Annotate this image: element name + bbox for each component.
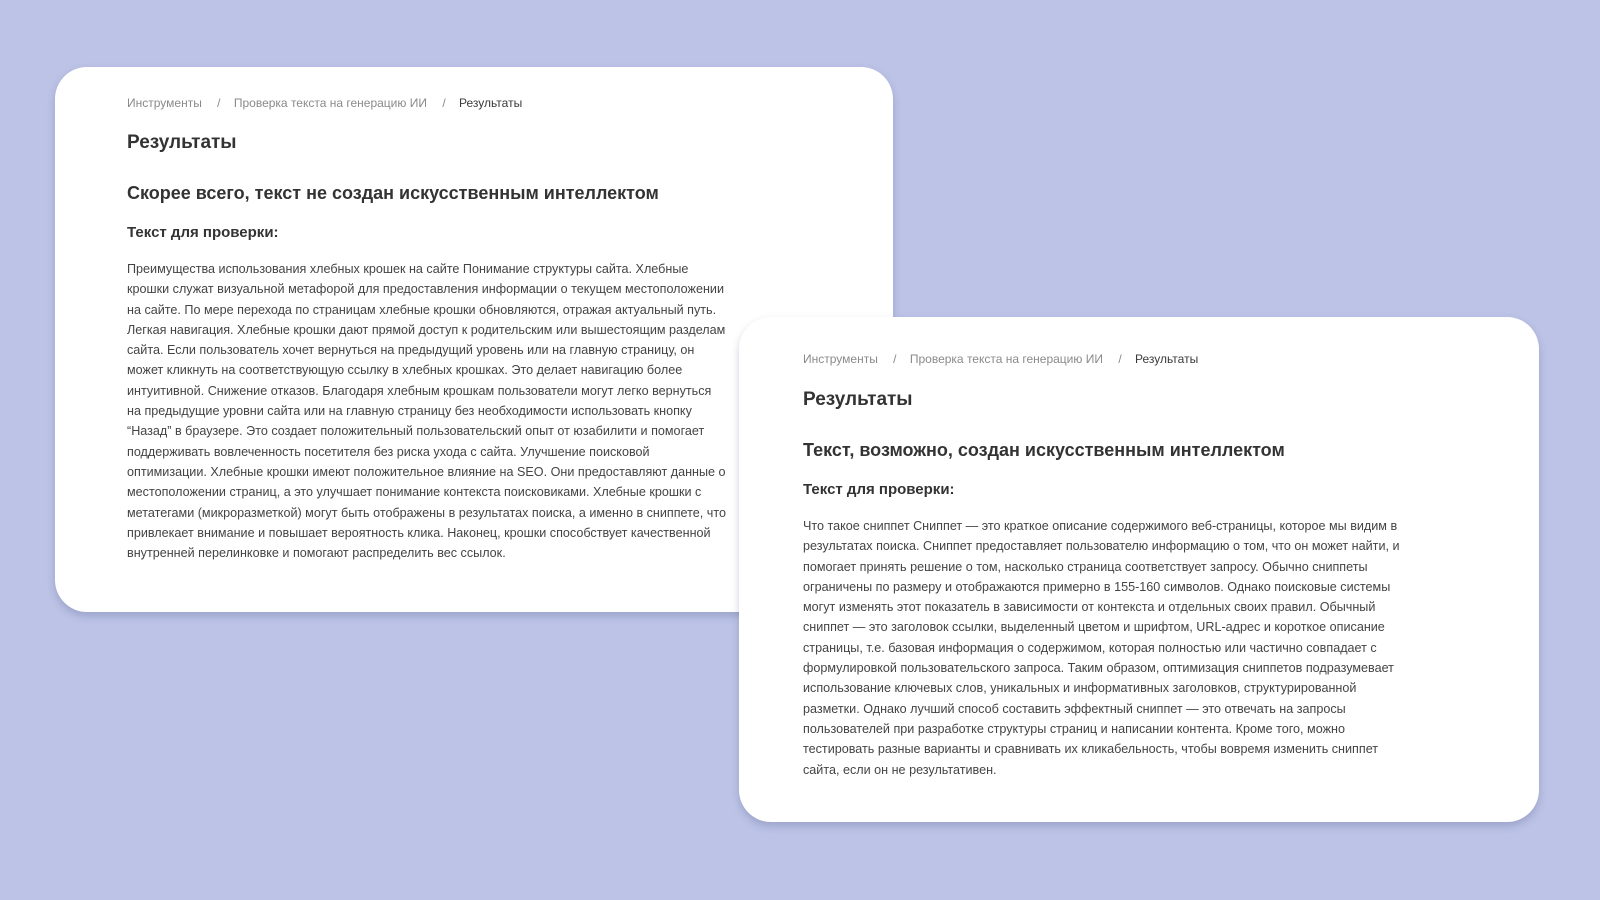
page-title: Результаты (803, 389, 913, 410)
page-title: Результаты (127, 132, 237, 153)
breadcrumb-link-ai-check[interactable]: Проверка текста на генерацию ИИ (233, 96, 427, 110)
result-card-possibly-ai (739, 317, 1539, 822)
breadcrumb-link-ai-check[interactable]: Проверка текста на генерацию ИИ (909, 352, 1103, 366)
breadcrumb-current: Результаты (1135, 352, 1199, 366)
breadcrumb-separator: / (893, 352, 897, 366)
breadcrumb-current: Результаты (459, 96, 523, 110)
breadcrumb-link-tools[interactable]: Инструменты (127, 96, 202, 110)
verdict-heading: Текст, возможно, создан искусственным интеллектом (803, 440, 1285, 460)
text-label: Текст для проверки: (803, 481, 955, 498)
breadcrumb-separator: / (217, 96, 221, 110)
breadcrumb-separator: / (442, 96, 446, 110)
breadcrumb-link-tools[interactable]: Инструменты (803, 352, 878, 366)
checked-text: Преимущества использования хлебных крошек на сайте Понимание структуры сайта. Хлебные крошки служат визуальной метафорой для предоставления информации о текущем местоположении на сайте. По мере перехода по страницам хлебные крошки обновляются, отражая актуальный путь. Легкая навигация. Хлебные крошки дают прямой доступ к родительским или вышестоящим разделам сайта. Если пользователь хочет вернуться на предыдущий уровень или на главную страницу, он может кликнуть на соответствующую ссылку в хлебных крошках. Это делает навигацию более интуитивной. Снижение отказов. Благодаря хлебным крошкам пользователи могут легко вернуться на предыдущие уровни сайта или на главную страницу без необходимости использовать кнопку “Назад” в браузере. Это создает положительный пользовательский опыт от юзабилити и помогает поддерживать вовлеченность посетителя без риска ухода с сайта. Улучшение поисковой оптимизации. Хлебные крошки имеют положительное влияние на SEO. Они предоставляют данные о местоположении страниц, а это улучшает понимание контекста поисковиками. Хлебные крошки с метатегами (микроразметкой) могут быть отображены в результатах поиска, а именно в сниппете, что привлекает внимание и повышает вероятность клика. Наконец, крошки способствует качественной внутренней перелинковке и помогают распределить вес ссылок. (127, 262, 726, 561)
verdict-heading: Скорее всего, текст не создан искусственным интеллектом (127, 183, 659, 203)
checked-text: Что такое сниппет Сниппет — это краткое описание содержимого веб-страницы, которое мы видим в результатах поиска. Сниппет предоставляет пользователю информацию о том, что он может найти, и помогает принять решение о том, насколько страница соответствует запросу. Обычно сниппеты ограничены по размеру и отображаются примерно в 155-160 символов. Однако поисковые системы могут изменять этот показатель в зависимости от контекста и отдельных своих правил. Обычный сниппет — это заголовок ссылки, выделенный цветом и шрифтом, URL-адрес и короткое описание страницы, т.е. базовая информация о содержимом, которая полностью или частично совпадает с формулировкой пользовательского запроса. Таким образом, оптимизация сниппетов подразумевает использование ключевых слов, уникальных и информативных заголовков, структурированной разметки. Однако лучший способ составить эффектный сниппет — это отвечать на запросы пользователей при разработке структуры страниц и написании контента. Кроме того, можно тестировать разные варианты и сравнивать их кликабельность, чтобы вовремя изменить сниппет сайта, если он не результативен. (803, 519, 1400, 777)
breadcrumb (803, 351, 1475, 367)
breadcrumb-separator: / (1118, 352, 1122, 366)
breadcrumb (127, 95, 821, 111)
text-label: Текст для проверки: (127, 224, 279, 241)
